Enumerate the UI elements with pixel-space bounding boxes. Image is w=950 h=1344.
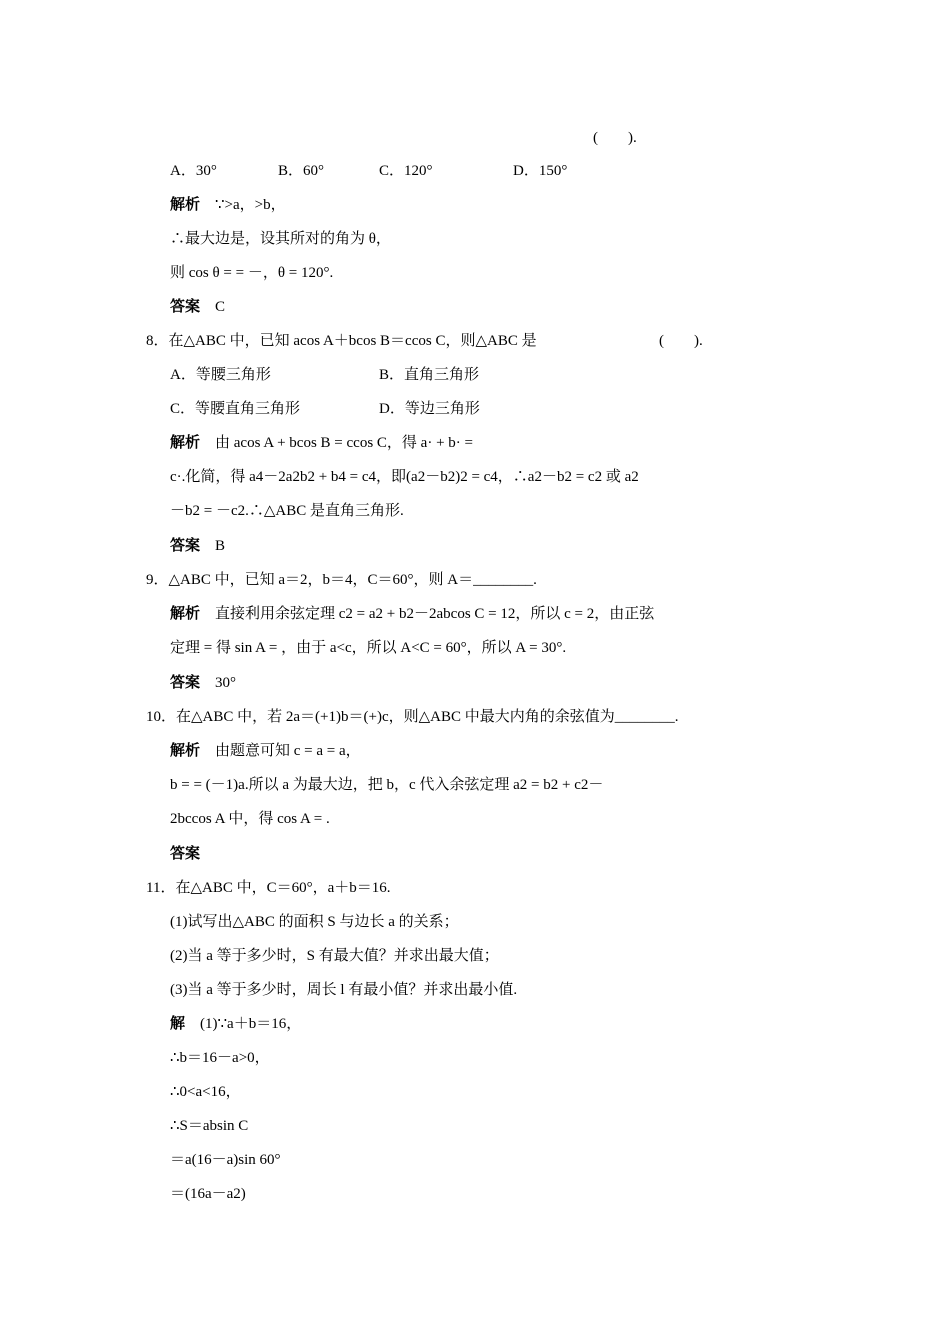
answer-value: C (215, 299, 226, 315)
analysis-label: 解析 (170, 743, 201, 759)
answer-label: 答案 (170, 675, 201, 691)
q11-solution-line-5: ＝a(16－a)sin 60° (170, 1152, 281, 1168)
q8-analysis-line-2: c·.化简，得 a4－2a2b2 + b4 = c4，即(a2－b2)2 = c4，∴a2－b2 = c2 或 a2 (170, 469, 639, 485)
q9-answer (170, 673, 236, 693)
answer-label: 答案 (170, 299, 201, 315)
answer-label: 答案 (170, 846, 201, 862)
answer-label: 答案 (170, 538, 201, 554)
q8-analysis-line-3: －b2 = －c2.∴△ABC 是直角三角形. (170, 503, 404, 519)
q7-answer (170, 297, 225, 317)
q8-option-c: C．等腰直角三角形 (170, 401, 301, 417)
q8-answer-paren: ( ). (659, 333, 703, 349)
q7-answer-paren: ( ). (593, 130, 637, 146)
q11-solution-line-3: ∴0<a<16， (170, 1084, 241, 1100)
analysis-text: 由题意可知 c = a = a， (215, 743, 361, 759)
q8-stem (146, 331, 537, 351)
q11-part-1: (1)试写出△ABC 的面积 S 与边长 a 的关系； (170, 914, 459, 930)
analysis-text: 直接利用余弦定理 c2 = a2 + b2－2abcos C = 12，所以 c = 2，由正弦 (215, 606, 655, 622)
solution-label: 解 (170, 1016, 186, 1032)
analysis-label: 解析 (170, 606, 201, 622)
question-number: 10． (146, 709, 177, 725)
q11-stem (146, 878, 391, 898)
question-number: 9． (146, 572, 169, 588)
q9-stem (146, 570, 537, 590)
q10-analysis-line-3: 2bccos A 中，得 cos A = . (170, 811, 330, 827)
analysis-label: 解析 (170, 435, 201, 451)
q8-analysis (170, 433, 473, 453)
q11-part-3: (3)当 a 等于多少时，周长 l 有最小值？并求出最小值. (170, 982, 518, 998)
analysis-text: ∵>a，>b， (215, 197, 286, 213)
q10-analysis-line-2: b = = (－1)a.所以 a 为最大边，把 b，c 代入余弦定理 a2 = b2 + c2－ (170, 777, 604, 793)
question-number: 11． (146, 880, 176, 896)
solution-text: (1)∵a＋b＝16， (200, 1016, 302, 1032)
q7-option-d: D．150° (513, 163, 568, 179)
q8-option-a: A．等腰三角形 (170, 367, 271, 383)
question-text: 在△ABC 中，C＝60°，a＋b＝16. (175, 880, 391, 896)
q7-analysis (170, 195, 286, 215)
question-number: 8． (146, 333, 169, 349)
q7-analysis-line-2: ∴最大边是，设其所对的角为 θ， (170, 231, 391, 247)
q11-part-2: (2)当 a 等于多少时，S 有最大值？并求出最大值； (170, 948, 499, 964)
q11-solution (170, 1014, 301, 1034)
q11-solution-line-6: ＝(16a－a2) (170, 1186, 246, 1202)
q7-option-c: C．120° (379, 163, 433, 179)
q11-solution-line-2: ∴b＝16－a>0， (170, 1050, 270, 1066)
q7-option-b: B．60° (278, 163, 325, 179)
q7-option-a: A．30° (170, 163, 217, 179)
q11-solution-line-4: ∴S＝absin C (170, 1118, 249, 1134)
q10-answer (170, 844, 200, 864)
answer-value: B (215, 538, 226, 554)
q10-analysis (170, 741, 361, 761)
q9-analysis-line-2: 定理 = 得 sin A = ，由于 a<c，所以 A<C = 60°，所以 A = 30°. (170, 640, 567, 656)
q10-stem (146, 707, 679, 727)
question-text: 在△ABC 中，已知 acos A＋bcos B＝ccos C，则△ABC 是 (168, 333, 537, 349)
question-text: △ABC 中，已知 a＝2，b＝4，C＝60°，则 A＝________. (168, 572, 537, 588)
q7-analysis-line-3: 则 cos θ = = －，θ = 120°. (170, 265, 334, 281)
q8-option-d: D．等边三角形 (379, 401, 480, 417)
analysis-label: 解析 (170, 197, 201, 213)
answer-value: 30° (215, 675, 237, 691)
q8-answer (170, 536, 225, 556)
q8-option-b: B．直角三角形 (379, 367, 480, 383)
analysis-text: 由 acos A + bcos B = ccos C，得 a· + b· = (215, 435, 473, 451)
question-text: 在△ABC 中，若 2a＝(+1)b＝(+)c，则△ABC 中最大内角的余弦值为________. (176, 709, 679, 725)
q9-analysis (170, 604, 654, 624)
